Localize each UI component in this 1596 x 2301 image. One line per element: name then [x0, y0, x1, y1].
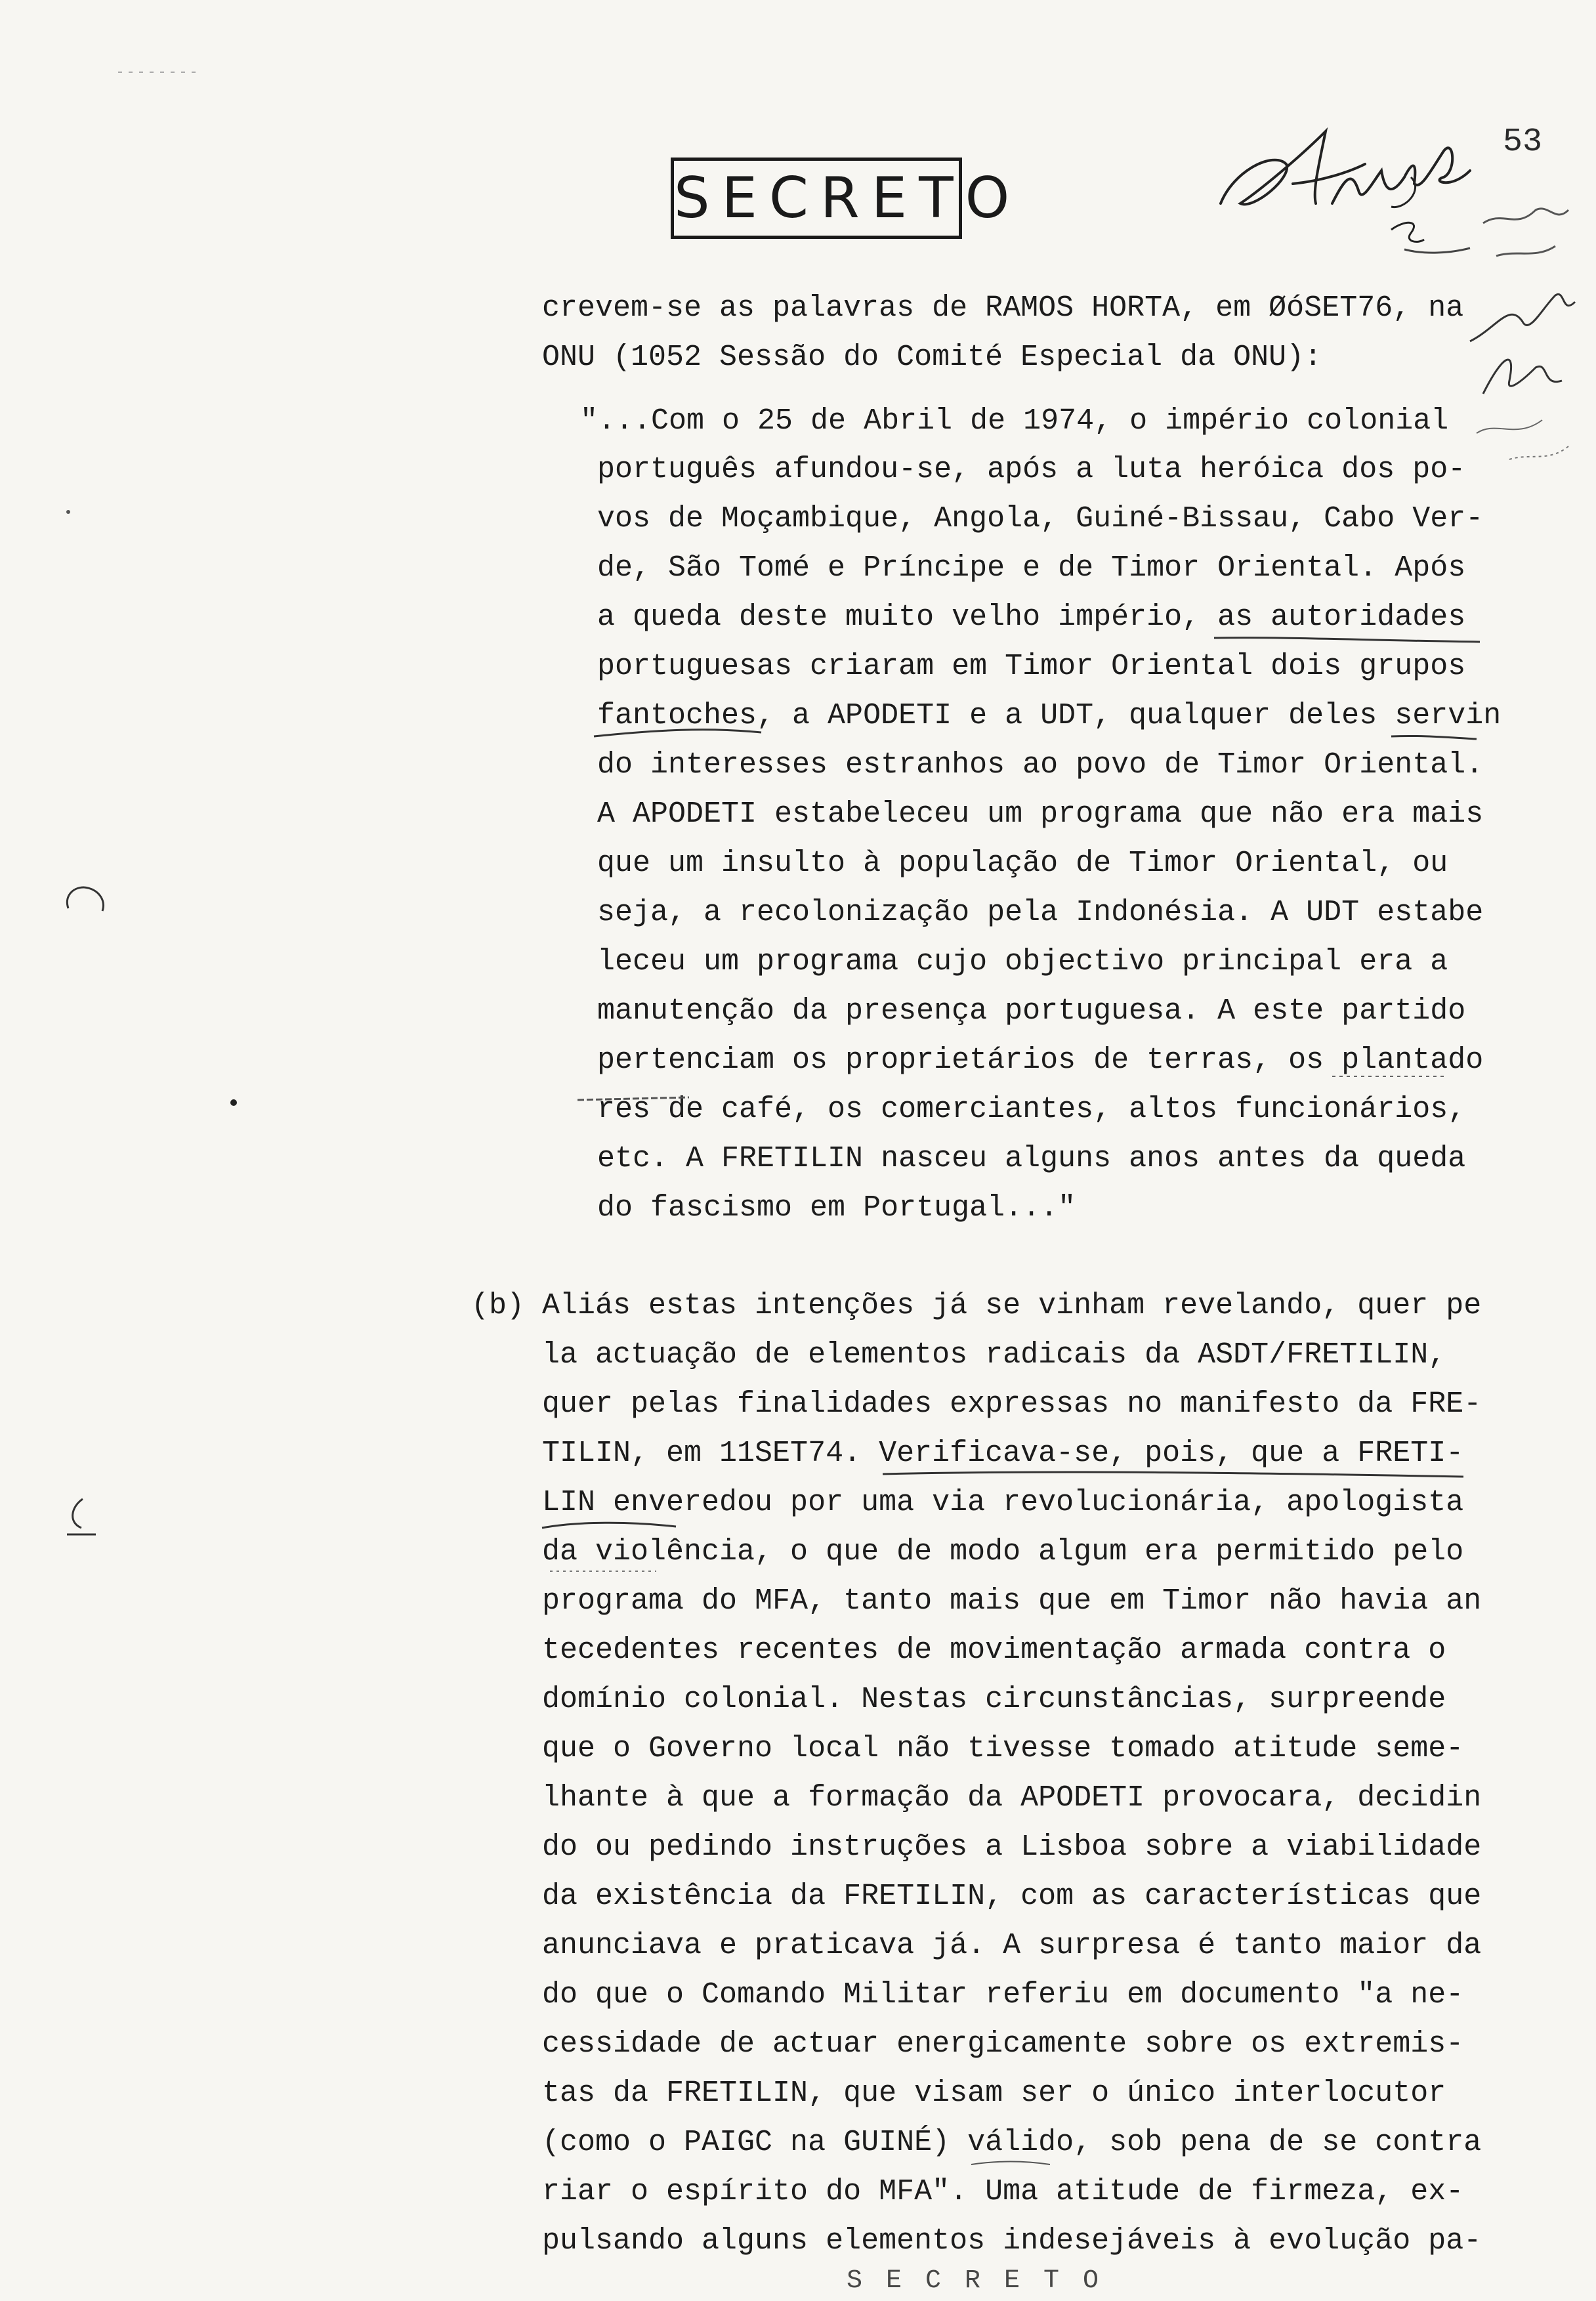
- section-b-line: TILIN, em 11SET74. Verificava-se, pois, que a FRETI-: [542, 1437, 1464, 1470]
- section-b-line: LIN enveredou por uma via revolucionária, apologista: [542, 1486, 1464, 1519]
- section-b-line: quer pelas finalidades expressas no manifesto da FRE-: [542, 1387, 1482, 1421]
- quote-line: portuguesas criaram em Timor Oriental dois grupos: [597, 650, 1466, 683]
- section-b-line: riar o espírito do MFA". Uma atitude de firmeza, ex-: [542, 2175, 1464, 2208]
- section-b-line: do ou pedindo instruções a Lisboa sobre a viabilidade: [542, 1830, 1482, 1864]
- quote-line: a queda deste muito velho império, as autoridades: [597, 601, 1466, 634]
- quote-line: vos de Moçambique, Angola, Guiné-Bissau, Cabo Ver-: [597, 502, 1484, 536]
- footer-stamp: S E C R E T O: [847, 2266, 1103, 2296]
- section-b-line: la actuação de elementos radicais da ASDT/FRETILIN,: [542, 1338, 1446, 1372]
- quote-line: português afundou-se, após a luta heróica dos po-: [597, 453, 1466, 486]
- section-b-line: tecedentes recentes de movimentação armada contra o: [542, 1634, 1446, 1667]
- quote-line: do fascismo em Portugal...": [597, 1191, 1076, 1225]
- section-b-label: (b): [471, 1289, 525, 1322]
- page-number: 53: [1503, 123, 1543, 161]
- section-b-line: anunciava e praticava já. A surpresa é tanto maior da: [542, 1929, 1482, 1962]
- quote-line: seja, a recolonização pela Indonésia. A UDT estabe: [597, 896, 1484, 929]
- secreto-stamp: SECRETO: [671, 158, 962, 239]
- quote-line: do interesses estranhos ao povo de Timor Oriental.: [597, 748, 1484, 782]
- section-b-line: Aliás estas intenções já se vinham revelando, quer pe: [542, 1289, 1482, 1322]
- quote-line: res de café, os comerciantes, altos funcionários,: [597, 1093, 1466, 1126]
- intro-line: crevem-se as palavras de RAMOS HORTA, em ØóSET76, na: [542, 291, 1464, 325]
- section-b-line: que o Governo local não tivesse tomado atitude seme-: [542, 1732, 1464, 1765]
- quote-line: A APODETI estabeleceu um programa que não era mais: [597, 797, 1484, 831]
- section-b-line: da violência, o que de modo algum era permitido pelo: [542, 1535, 1464, 1569]
- quote-line: manutenção da presença portuguesa. A este partido: [597, 994, 1466, 1028]
- section-b-line: programa do MFA, tanto mais que em Timor não havia an: [542, 1584, 1482, 1618]
- section-b-line: tas da FRETILIN, que visam ser o único interlocutor: [542, 2077, 1446, 2110]
- section-b-line: lhante à que a formação da APODETI provocara, decidin: [542, 1781, 1482, 1815]
- section-b-line: (como o PAIGC na GUINÉ) válido, sob pena de se contra: [542, 2126, 1482, 2159]
- section-b-line: do que o Comando Militar referiu em documento "a ne-: [542, 1978, 1464, 2012]
- quote-line: que um insulto à população de Timor Oriental, ou: [597, 847, 1448, 880]
- intro-line: ONU (1052 Sessão do Comité Especial da ONU):: [542, 341, 1322, 374]
- section-b-line: pulsando alguns elementos indesejáveis à evolução pa-: [542, 2224, 1482, 2258]
- section-b-line: da existência da FRETILIN, com as características que: [542, 1880, 1482, 1913]
- quote-line: "...Com o 25 de Abril de 1974, o império colonial: [580, 404, 1449, 438]
- quote-line: de, São Tomé e Príncipe e de Timor Oriental. Após: [597, 551, 1466, 585]
- quote-line: fantoches, a APODETI e a UDT, qualquer deles servin: [597, 699, 1502, 732]
- section-b-line: cessidade de actuar energicamente sobre os extremis-: [542, 2027, 1464, 2061]
- quote-line: pertenciam os proprietários de terras, os plantado: [597, 1044, 1484, 1077]
- section-b-line: domínio colonial. Nestas circunstâncias, surpreende: [542, 1683, 1446, 1716]
- quote-line: leceu um programa cujo objectivo principal era a: [597, 945, 1448, 979]
- quote-line: etc. A FRETILIN nasceu alguns anos antes da queda: [597, 1142, 1466, 1175]
